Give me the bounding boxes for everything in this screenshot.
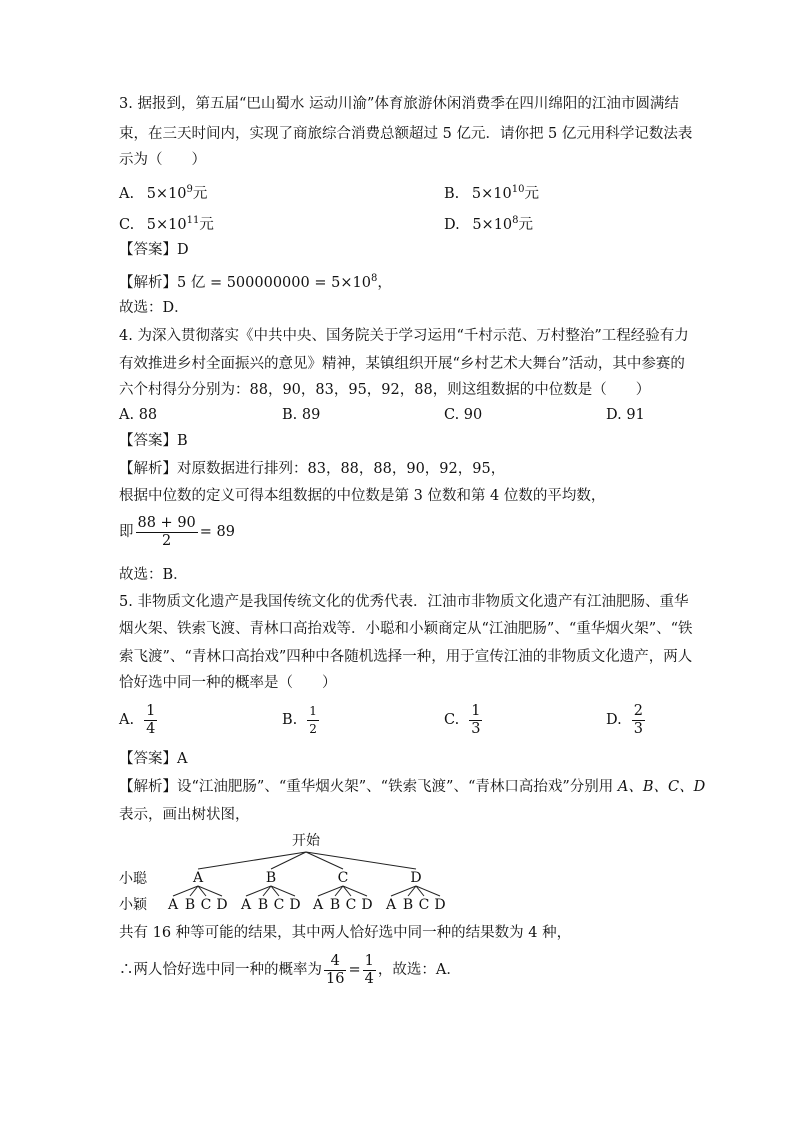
q4-analysis-line-1: 【解析】对原数据进行排列：83，88，88，90，92，95， [119, 461, 506, 477]
tree-row2-label: 小颖 [119, 897, 147, 913]
q4-analysis-prefix: 即 [119, 524, 134, 540]
q4-fraction-numerator: 88 + 90 [137, 514, 196, 531]
tree-leaf: C [273, 897, 285, 913]
q5-stem-line-1: 5. 非物质文化遗产是我国传统文化的优秀代表．江油市非物质文化遗产有江油肥肠、重华 [119, 594, 689, 610]
tree-node-b: B [265, 870, 277, 886]
q3-option-c-base: 5×10 [146, 216, 187, 233]
q5-option-c-label: C. [444, 712, 460, 728]
q3-analysis-prefix: 【解析】5 亿 = 500000000 = 5×10 [119, 274, 371, 291]
tree-leaf: D [361, 897, 373, 913]
tree-leaf: D [216, 897, 228, 913]
q5-analysis-prefix: 【解析】设“江油肥肠”、“重华烟火架”、“铁索飞渡”、“青林口高抬戏”分别用 [119, 779, 618, 795]
q3-option-d-base: 5×10 [472, 216, 513, 233]
q4-fraction-denominator: 2 [162, 532, 172, 549]
q3-option-b-unit: 元 [524, 185, 539, 202]
tree-root: 开始 [292, 833, 320, 849]
q3-option-d-unit: 元 [518, 216, 534, 233]
q3-option-d-label: D. [444, 216, 460, 233]
tree-edge-root-d [306, 852, 416, 869]
tree-node-d: D [410, 870, 422, 886]
tree-node-c: C [337, 870, 349, 886]
q5-result-line-2 [119, 950, 461, 990]
q5-option-d-den: 3 [633, 720, 643, 737]
q5-result-line-1: 共有 16 种等可能的结果，其中两人恰好选中同一种的结果数为 4 种， [119, 925, 572, 941]
tree-leaf: A [385, 897, 397, 913]
q5-option-a-num: 1 [146, 702, 156, 719]
q3-option-c-label: C. [119, 216, 135, 233]
q3-option-a-unit: 元 [192, 185, 208, 202]
q4-conclusion: 故选：B． [119, 567, 188, 583]
q3-stem-line-2: 束，在三天时间内，实现了商旅综合消费总额超过 5 亿元．请你把 5 亿元用科学记数法表 [119, 126, 693, 142]
q3-option-b-label: B. [444, 185, 460, 202]
q3-option-a-exp: 9 [186, 184, 193, 195]
tree-node-a: A [192, 870, 204, 886]
q3-option-b-base: 5×10 [471, 185, 512, 202]
q5-result-fraction-1 [324, 953, 346, 988]
q5-result-suffix: ，故选：A． [377, 962, 461, 978]
tree-leaf: C [200, 897, 212, 913]
q5-analysis-vars: A、B、C、D [617, 779, 706, 795]
tree-leaf: A [167, 897, 179, 913]
q4-option-c: C. 90 [444, 407, 483, 423]
q5-option-b-num: 1 [307, 703, 319, 721]
q5-option-a-den: 4 [146, 720, 156, 737]
q3-option-b-exp: 10 [511, 184, 525, 195]
q5-option-d-label: D. [606, 712, 622, 728]
q3-conclusion: 故选：D． [119, 300, 189, 316]
tree-leaf: D [434, 897, 446, 913]
q3-option-c-unit: 元 [199, 216, 214, 233]
q5-option-c-num: 1 [471, 702, 481, 719]
q3-option-a-label: A. [119, 185, 135, 202]
q5-option-b-label: B. [282, 712, 298, 728]
tree-leaf: C [418, 897, 430, 913]
q4-option-b: B. 89 [282, 407, 321, 423]
q5-result-equals: = [348, 962, 361, 978]
q3-option-a-base: 5×10 [146, 185, 187, 202]
q3-analysis-exp: 8 [370, 273, 378, 284]
tree-row1-label: 小聪 [119, 871, 147, 887]
q3-answer: 【答案】D [119, 242, 189, 258]
q5-option-a-label: A. [119, 712, 135, 728]
q4-stem-line-2: 有效推进乡村全面振兴的意见》精神，某镇组织开展“乡村艺术大舞台”活动，其中参赛的 [119, 356, 685, 372]
q3-stem-line-1: 3. 据报到，第五届“巴山蜀水 运动川渝”体育旅游休闲消费季在四川绵阳的江油市圆满结 [119, 96, 679, 112]
tree-leaf: A [312, 897, 324, 913]
q5-result-den-2: 4 [364, 970, 374, 987]
q5-result-num-2: 1 [364, 952, 374, 969]
q3-analysis-suffix: ， [377, 274, 392, 291]
q5-result-den-1: 16 [326, 970, 345, 987]
tree-leaf: C [345, 897, 357, 913]
q5-analysis-line-2: 表示，画出树状图， [119, 807, 250, 823]
q4-option-d: D. 91 [606, 407, 645, 423]
tree-edge-root-a [198, 852, 306, 869]
tree-leaf: B [184, 897, 196, 913]
tree-leaf: D [289, 897, 301, 913]
q5-result-num-1: 4 [324, 953, 346, 971]
q4-analysis-line-2: 根据中位数的定义可得本组数据的中位数是第 3 位数和第 4 位数的平均数， [119, 488, 606, 504]
q5-stem-line-4: 恰好选中同一种的概率是（ ） [119, 675, 337, 691]
q4-analysis-result: = 89 [199, 524, 235, 540]
q4-answer: 【答案】B [119, 433, 188, 449]
tree-leaf: B [329, 897, 341, 913]
q5-option-c-den: 3 [471, 720, 481, 737]
q5-answer: 【答案】A [119, 751, 188, 767]
q5-option-d-num: 2 [633, 702, 643, 719]
q4-stem-line-1: 4. 为深入贯彻落实《中共中央、国务院关于学习运用“千村示范、万村整治”工程经验有力 [119, 328, 689, 344]
q5-option-b-den: 2 [309, 721, 317, 736]
tree-leaf: B [402, 897, 414, 913]
q3-option-c-exp: 11 [186, 215, 200, 226]
q5-stem-line-3: 索飞渡”、“青林口高抬戏”四种中各随机选择一种，用于宣传江油的非物质文化遗产，两人 [119, 649, 693, 665]
q4-option-a: A. 88 [119, 407, 158, 423]
q5-stem-line-2: 烟火架、铁索飞渡、青林口高抬戏等．小聪和小颖商定从“江油肥肠”、“重华烟火架”、“铁 [119, 621, 693, 637]
tree-leaf: B [257, 897, 269, 913]
q5-result-fraction-2 [363, 953, 376, 988]
q5-result-prefix: ∴两人恰好选中同一种的概率为 [119, 962, 322, 978]
q4-stem-line-3: 六个村得分分别为：88，90，83，95，92，88，则这组数据的中位数是（ ） [119, 382, 651, 398]
tree-leaf: A [240, 897, 252, 913]
q3-stem-line-3: 示为（ ） [119, 152, 206, 168]
q3-option-d-exp: 8 [512, 215, 519, 226]
